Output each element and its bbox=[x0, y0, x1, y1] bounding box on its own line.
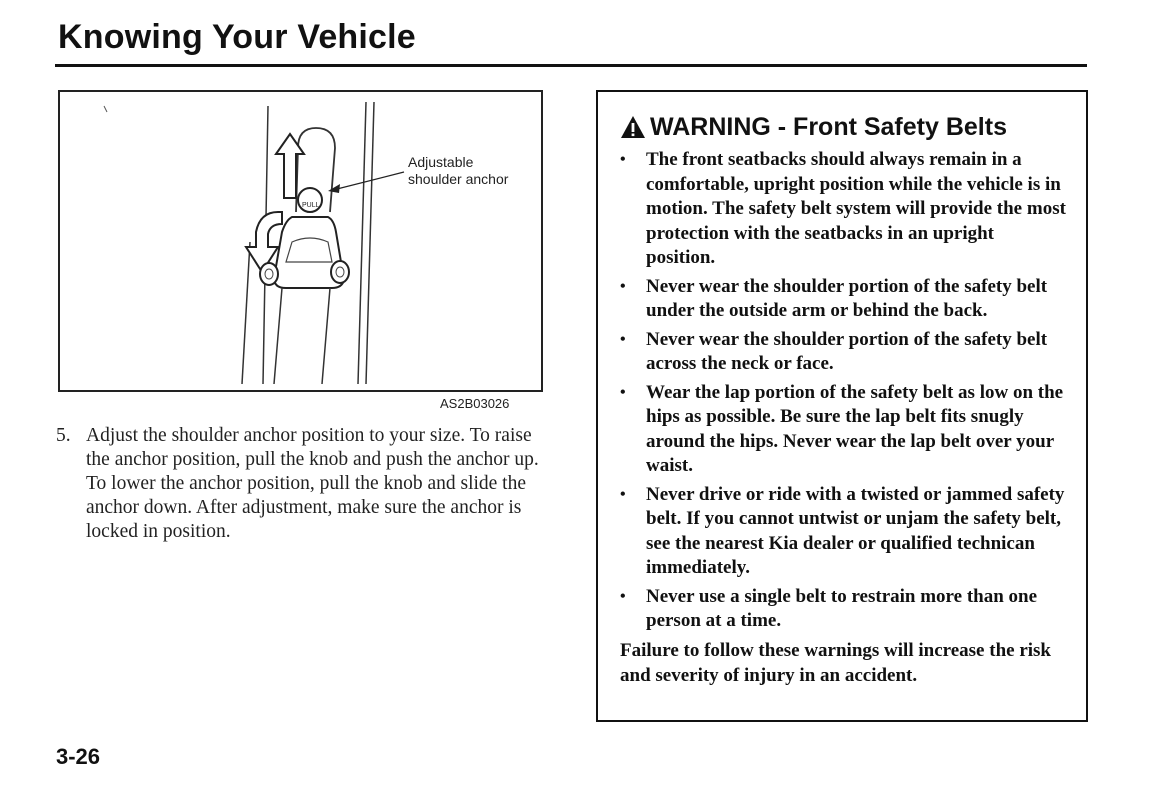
warning-item-text: Never wear the shoulder portion of the safety belt across the neck or face. bbox=[646, 328, 1048, 374]
warning-box bbox=[596, 90, 1088, 722]
header-rule bbox=[55, 64, 1087, 67]
bullet-icon: • bbox=[620, 587, 626, 605]
bullet-icon: • bbox=[620, 485, 626, 503]
figure-label-adjustable: Adjustable bbox=[408, 154, 474, 170]
warning-title: WARNING - Front Safety Belts bbox=[650, 113, 1007, 141]
bullet-icon: • bbox=[620, 330, 626, 348]
page-number: 3-26 bbox=[56, 744, 101, 769]
warning-item bbox=[620, 275, 1066, 324]
bullet-icon: • bbox=[620, 277, 626, 295]
pull-text: PULL bbox=[302, 202, 320, 209]
warning-list bbox=[620, 148, 1066, 634]
step-number: 5. bbox=[56, 425, 71, 446]
warning-triangle-icon bbox=[620, 115, 646, 139]
warning-item-text: Never use a single belt to restrain more than one person at a time. bbox=[646, 585, 1038, 631]
warning-footer: Failure to follow these warnings will increase the risk and severity of injury in an accident. bbox=[620, 639, 1051, 686]
anchor-drawing bbox=[60, 92, 541, 390]
anchor-illustration bbox=[58, 90, 543, 392]
warning-item bbox=[620, 585, 1066, 634]
warning-item bbox=[620, 483, 1066, 581]
page-title: Knowing Your Vehicle bbox=[58, 18, 416, 56]
step-5 bbox=[56, 424, 546, 544]
figure-label-shoulder-anchor: shoulder anchor bbox=[408, 171, 509, 187]
warning-item bbox=[620, 328, 1066, 377]
step-text: Adjust the shoulder anchor position to your size. To raise the anchor position, pull the knob and push the anchor up. To lower the anchor position, pull the knob and slide the anchor down. After adjustment, make sure the anchor is locked in position. bbox=[86, 425, 539, 542]
warning-item-text: Never drive or ride with a twisted or jammed safety belt. If you cannot untwist or unjam the safety belt, see the nearest Kia dealer or qualified technican immediately. bbox=[646, 483, 1065, 578]
warning-item bbox=[620, 148, 1066, 271]
warning-heading bbox=[620, 112, 1066, 142]
warning-item-text: Wear the lap portion of the safety belt as low on the hips as possible. Be sure the lap belt fits snugly around the hips. Never wear the lap belt over your waist. bbox=[646, 381, 1064, 476]
bullet-icon: • bbox=[620, 383, 626, 401]
warning-item-text: Never wear the shoulder portion of the safety belt under the outside arm or behind the back. bbox=[646, 275, 1048, 321]
figure-code: AS2B03026 bbox=[440, 396, 510, 411]
bullet-icon: • bbox=[620, 151, 626, 168]
warning-item bbox=[620, 381, 1066, 479]
warning-item-text: The front seatbacks should always remain in a comfortable, upright position while the vehicle is in motion. The safety belt system will provide the most protection with the seatbacks in an upright position. bbox=[646, 149, 1066, 268]
